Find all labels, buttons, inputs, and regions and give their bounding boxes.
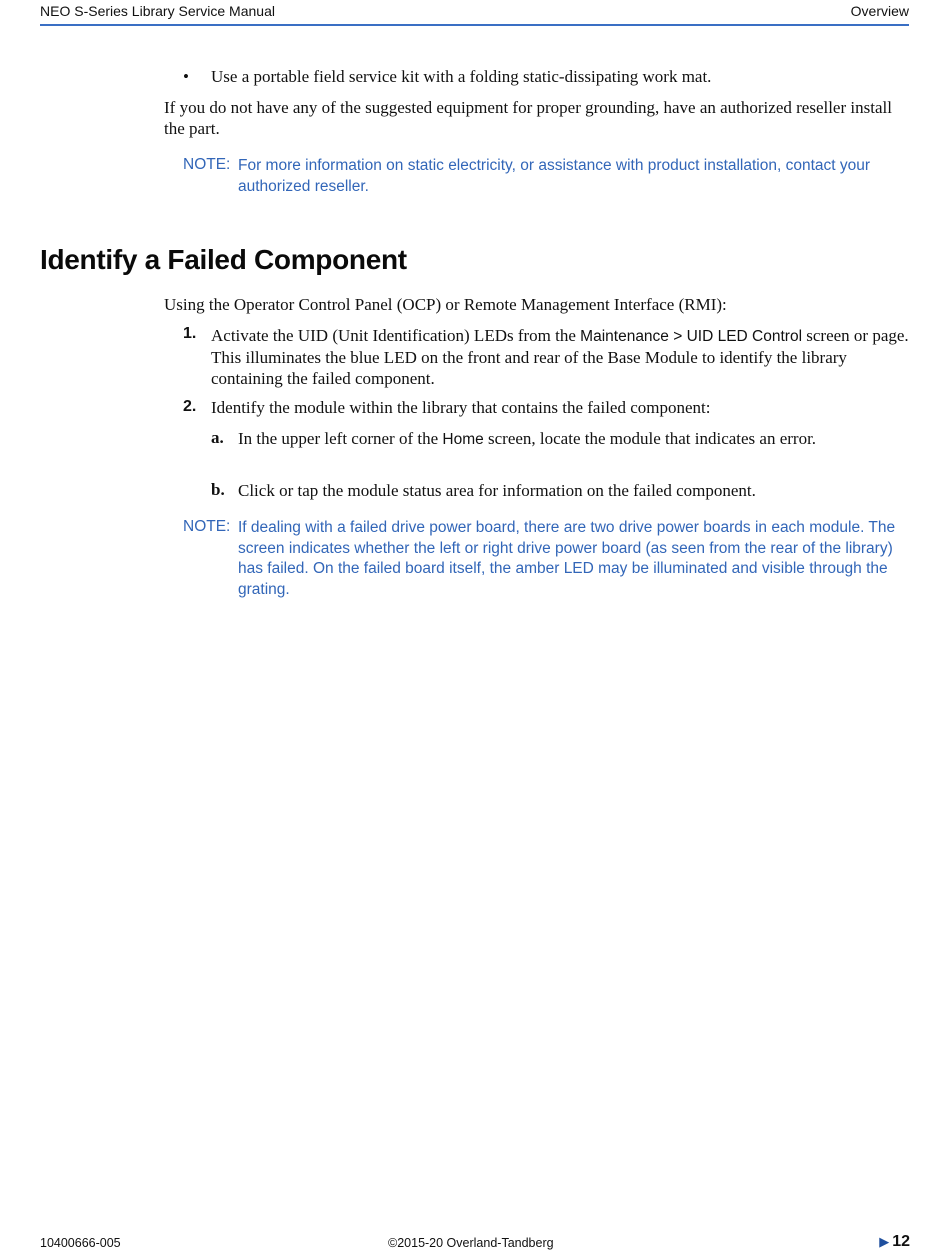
footer-copyright: ©2015-20 Overland-Tandberg (388, 1236, 554, 1250)
step-number: 1. (183, 325, 197, 342)
step-1-text-before: Activate the UID (Unit Identification) LEDs from the (211, 326, 581, 345)
footer-doc-number: 10400666-005 (40, 1236, 121, 1250)
substep-a-text (238, 428, 910, 450)
note-label: NOTE: (183, 518, 231, 535)
page-number-value: 12 (892, 1233, 910, 1250)
header-section-name: Overview (850, 3, 909, 19)
step-1-text-after: screen or page. This illuminates the blue LED on the front and rear of the Base Module to identify the library containing the failed component. (211, 326, 909, 388)
substep-a-text-after: screen, locate the module that indicates an error. (483, 429, 817, 448)
next-page-arrow-icon[interactable]: ▶ (879, 1234, 890, 1249)
ui-path: Maintenance > UID LED Control (580, 328, 803, 345)
step-number: 2. (183, 398, 197, 415)
grounding-paragraph: If you do not have any of the suggested equipment for proper grounding, have an authorized reseller install the part. (164, 98, 892, 138)
substep-letter: a. (211, 428, 224, 447)
step-2-text: Identify the module within the library that contains the failed component: (211, 398, 711, 417)
substep-b-text: Click or tap the module status area for information on the failed component. (238, 481, 756, 500)
section-heading: Identify a Failed Component (40, 244, 407, 275)
bullet-marker: • (183, 67, 189, 86)
note-text: For more information on static electricity, or assistance with product installation, contact your authorized reseller. (238, 157, 871, 195)
ui-term: Home (442, 431, 484, 448)
page-header (40, 3, 909, 26)
substep-letter: b. (211, 480, 225, 499)
header-doc-title: NEO S-Series Library Service Manual (40, 3, 275, 19)
page-number[interactable] (879, 1233, 910, 1251)
step-1-text (211, 325, 911, 389)
note-text: If dealing with a failed drive power board, there are two drive power boards in each module. The screen indicates whether the left or right drive power board (as seen from the rear of the library) has failed. On the failed board itself, the amber LED may be illuminated and visible through the grating. (238, 519, 896, 599)
substep-a-text-before: In the upper left corner of the (238, 429, 443, 448)
section-lead: Using the Operator Control Panel (OCP) or Remote Management Interface (RMI): (164, 295, 727, 314)
note-label: NOTE: (183, 156, 231, 173)
bullet-item: Use a portable field service kit with a folding static-dissipating work mat. (211, 67, 712, 86)
